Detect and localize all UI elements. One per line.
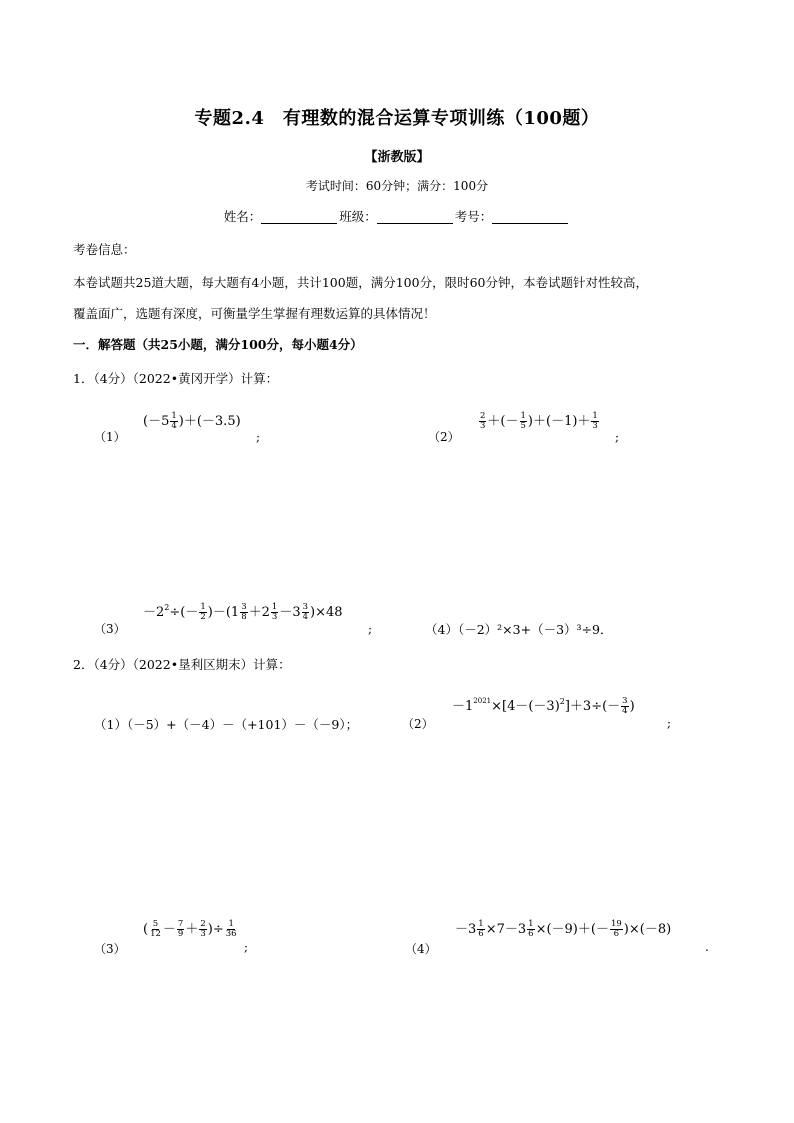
info-text-2: 覆盖面广，选题有深度，可衡量学生掌握有理数运算的具体情况！ [73, 306, 436, 321]
number-blank[interactable] [492, 211, 568, 224]
q1-label-4: （4）（－2）²×3+（－3）³÷9． [425, 622, 613, 637]
q2-expr-3: ( $\frac{5}{12}$ － $\frac{7}{9}$ ＋ $\frac{2}{3}$ )÷ $\frac{1}{36}$ [143, 919, 237, 939]
name-blank[interactable] [261, 211, 337, 224]
section-heading: 一．解答题（共25小题，满分100分，每小题4分） [73, 337, 363, 352]
q1-stem: 1．（4分）（2022•黄冈开学）计算： [73, 371, 279, 386]
q2-expr-2: $-1^{2021}\times[4-(-3)^2]+3\div(-$ $\frac{3}{4}$ ) [452, 696, 635, 716]
q1-label-2: （2） [428, 430, 460, 444]
page-title: 专题2.4 有理数的混合运算专项训练（100题） [194, 108, 600, 129]
q2-label-2: （2） [402, 717, 434, 731]
q1-expr-2: $\frac{2}{3}$ ＋(－ $\frac{1}{5}$ )＋(－1)＋ $\frac{1}{3}$ [480, 411, 598, 431]
q1-label-3: （3） [94, 622, 126, 636]
name-label: 姓名： [223, 209, 262, 224]
edition-label: 【浙教版】 [364, 150, 430, 165]
class-label: 班级： [339, 209, 377, 224]
q1-expr-3: $-2^2\div(-$ $\frac{1}{2}$ )－(1 $\frac{3}{8}$ ＋2 $\frac{1}{3}$ －3 $\frac{3}{4}$ )×48 [143, 602, 343, 622]
q1-semicolon-2: ; [615, 430, 620, 444]
number-label: 考号： [454, 209, 493, 224]
q2-stem: 2．（4分）（2022•垦利区期末）计算： [73, 657, 291, 672]
q1-semicolon-1: ; [256, 430, 261, 444]
q2-label-3: （3） [94, 942, 126, 956]
q2-semicolon-2: ; [667, 716, 672, 730]
q2-expr-1: （1）（－5）+（－4）－（+101）－（－9）； [94, 717, 359, 732]
student-info-line [0, 207, 794, 225]
q2-label-4: （4） [405, 942, 437, 956]
q2-expr-4: －3 $\frac{1}{6}$ ×7－3 $\frac{1}{6}$ ×(－9)＋(－ $\frac{19}{6}$ )×(－8) [455, 919, 672, 939]
q2-semicolon-3: ; [244, 940, 249, 954]
q1-label-1: （1） [94, 430, 126, 444]
q1-semicolon-3: ; [368, 622, 373, 636]
exam-info: 考试时间：60分钟；满分：100分 [305, 179, 489, 193]
q2-period-4: . [705, 940, 709, 954]
class-blank[interactable] [377, 211, 453, 224]
q1-expr-4: （－2）²×3+（－3）³÷9． [457, 622, 613, 637]
info-heading: 考卷信息： [73, 242, 136, 257]
info-text-1: 本卷试题共25道大题，每大题有4小题，共计100题，满分100分，限时60分钟，本卷试题针对性较高， [73, 275, 648, 290]
q1-expr-1: (－5 $\frac{1}{4}$ )＋(－3.5) [143, 411, 241, 431]
